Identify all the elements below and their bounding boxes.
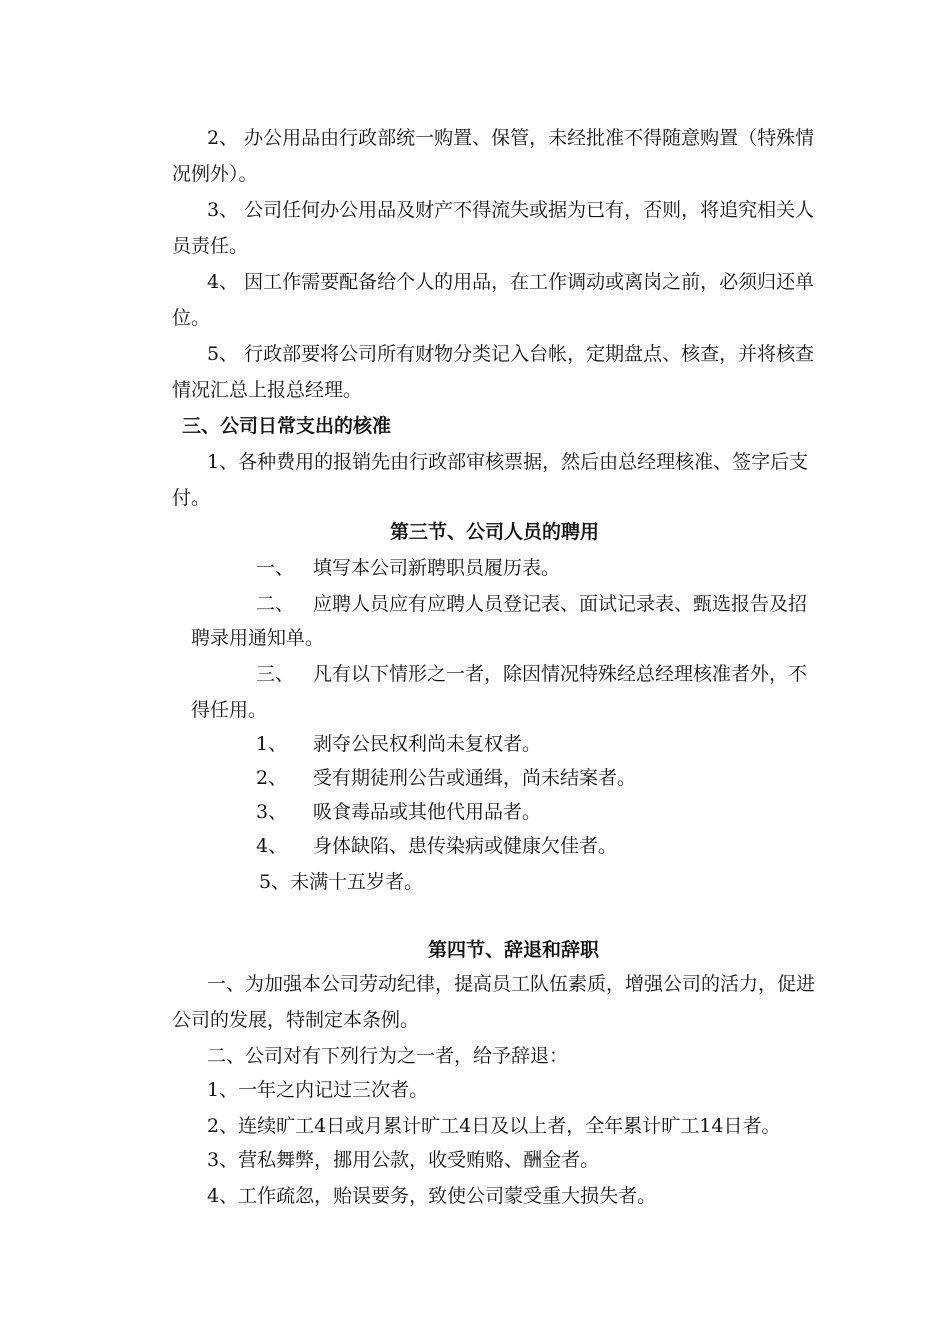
disqualify-item-4-text: 身体缺陷、患传染病或健康欠佳者。 xyxy=(313,835,618,857)
item-5-line-1: 5、 行政部要将公司所有财物分类记入台帐，定期盘点、核查，并将核查 xyxy=(207,343,815,365)
item-3-line-1: 3、 公司任何办公用品及财产不得流失或据为已有，否则，将追究相关人 xyxy=(207,199,815,221)
disqualify-item-1-text: 剥夺公民权利尚未复权者。 xyxy=(313,733,542,755)
dismissal-item-3: 3、营私舞弊，挪用公款，收受贿赂、酬金者。 xyxy=(207,1149,600,1171)
disqualify-item-3 xyxy=(256,800,541,824)
section-3-title: 第三节、公司人员的聘用 xyxy=(390,521,600,543)
heading-daily-expenses: 三、公司日常支出的核准 xyxy=(182,415,392,437)
hire-item-1-number: 一、 xyxy=(256,557,295,579)
dismissal-para-1-line-2: 公司的发展，特制定本条例。 xyxy=(172,1009,420,1031)
disqualify-item-2 xyxy=(256,766,636,790)
item-4-line-1: 4、 因工作需要配备给个人的用品，在工作调动或离岗之前，必须归还单 xyxy=(207,271,815,293)
item-4-line-2: 位。 xyxy=(172,307,211,329)
disqualify-item-1 xyxy=(256,732,541,756)
disqualify-item-5: 5、未满十五岁者。 xyxy=(259,871,424,893)
hire-item-1-text: 填写本公司新聘职员履历表。 xyxy=(313,557,561,579)
disqualify-item-2-text: 受有期徒刑公告或通缉，尚未结案者。 xyxy=(313,767,637,789)
hire-item-3-line-2: 得任用。 xyxy=(191,699,268,721)
disqualify-item-4-number: 4、 xyxy=(256,835,288,857)
hire-item-2-line-1 xyxy=(256,592,807,616)
disqualify-item-3-text: 吸食毒品或其他代用品者。 xyxy=(313,801,542,823)
expense-item-1-line-2: 付。 xyxy=(172,487,211,509)
item-3-line-2: 员责任。 xyxy=(172,235,249,257)
disqualify-item-3-number: 3、 xyxy=(256,801,288,823)
section-4-title: 第四节、辞退和辞职 xyxy=(428,939,600,961)
expense-item-1-line-1: 1、各种费用的报销先由行政部审核票据，然后由总经理核准、签字后支 xyxy=(207,451,809,473)
hire-item-3-text: 凡有以下情形之一者，除因情况特殊经总经理核准者外，不 xyxy=(313,663,808,685)
item-5-line-2: 情况汇总上报总经理。 xyxy=(172,379,363,401)
hire-item-3-number: 三、 xyxy=(256,663,295,685)
disqualify-item-2-number: 2、 xyxy=(256,767,288,789)
hire-item-2-line-2: 聘录用通知单。 xyxy=(191,627,325,649)
hire-item-1 xyxy=(256,556,560,580)
item-2-line-1: 2、 办公用品由行政部统一购置、保管，未经批准不得随意购置（特殊情 xyxy=(207,127,815,149)
dismissal-para-2: 二、公司对有下列行为之一者，给予辞退： xyxy=(207,1045,569,1067)
hire-item-3-line-1 xyxy=(256,662,807,686)
item-2-line-2: 况例外）。 xyxy=(172,163,258,185)
disqualify-item-1-number: 1、 xyxy=(256,733,288,755)
dismissal-item-1: 1、一年之内记过三次者。 xyxy=(207,1079,429,1101)
dismissal-para-1-line-1: 一、为加强本公司劳动纪律，提高员工队伍素质，增强公司的活力，促进 xyxy=(207,973,816,995)
dismissal-item-4: 4、工作疏忽，贻误要务，致使公司蒙受重大损失者。 xyxy=(207,1185,657,1207)
disqualify-item-4 xyxy=(256,834,617,858)
hire-item-2-text: 应聘人员应有应聘人员登记表、面试记录表、甄选报告及招 xyxy=(313,593,808,615)
hire-item-2-number: 二、 xyxy=(256,593,295,615)
dismissal-item-2: 2、连续旷工4日或月累计旷工4日及以上者，全年累计旷工14日者。 xyxy=(207,1115,781,1137)
